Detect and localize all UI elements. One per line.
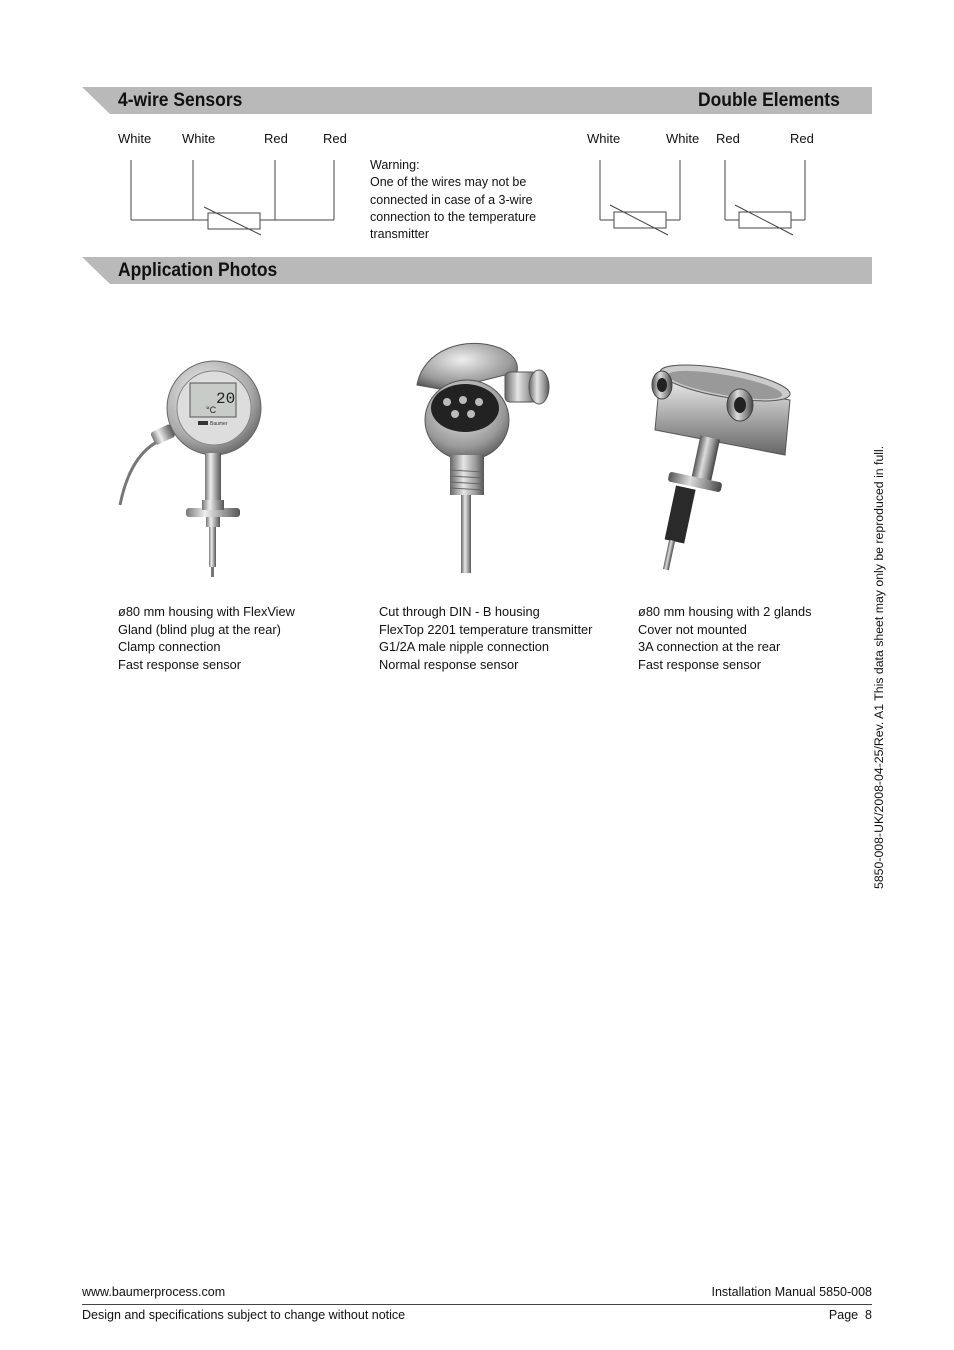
double-elements-heading: Double Elements bbox=[698, 90, 840, 111]
brand-label: Baumer bbox=[210, 421, 228, 427]
band-notch bbox=[82, 87, 112, 114]
caption-line: Gland (blind plug at the rear) bbox=[118, 621, 281, 637]
footer-page-number: Page 8 bbox=[828, 1308, 872, 1322]
warning-note bbox=[370, 157, 560, 243]
footer-divider bbox=[82, 1304, 872, 1305]
double-wire-label-white-2: White bbox=[666, 131, 700, 146]
double-wire-label-white-1: White bbox=[587, 131, 621, 146]
warning-line: One of the wires may not be bbox=[370, 175, 527, 190]
caption-photo-1 bbox=[118, 603, 295, 673]
footer-notice: Design and specifications subject to change without notice bbox=[82, 1308, 406, 1322]
wire-label-white-2: White bbox=[182, 131, 216, 146]
caption-line: ø80 mm housing with 2 glands bbox=[638, 604, 812, 619]
warning-line: connection to the temperature bbox=[370, 209, 537, 224]
band-notch bbox=[82, 257, 112, 284]
caption-line: 3A connection at the rear bbox=[638, 639, 781, 655]
wire-label-red-1: Red bbox=[264, 131, 288, 146]
caption-line: Normal response sensor bbox=[379, 656, 519, 672]
footer-manual-title: Installation Manual 5850-008 bbox=[711, 1285, 872, 1299]
caption-line: G1/2A male nipple connection bbox=[379, 639, 550, 655]
photo-din-b-housing bbox=[405, 330, 565, 580]
wire-label-white-1: White bbox=[118, 131, 152, 146]
four-wire-diagram bbox=[120, 155, 350, 240]
section-band-photos bbox=[82, 257, 872, 284]
double-wire-label-red-2: Red bbox=[790, 131, 814, 146]
application-photos-heading: Application Photos bbox=[118, 260, 278, 281]
caption-line: Cut through DIN - B housing bbox=[379, 604, 540, 619]
photo-flexview-sensor bbox=[112, 350, 282, 585]
warning-title: Warning: bbox=[370, 158, 420, 172]
caption-photo-3 bbox=[638, 603, 812, 673]
caption-line: Cover not mounted bbox=[638, 621, 747, 637]
caption-line: Fast response sensor bbox=[118, 656, 242, 672]
display-reading: 20 bbox=[216, 390, 236, 408]
double-elements-diagram bbox=[590, 155, 820, 240]
four-wire-sensors-heading: 4-wire Sensors bbox=[118, 90, 243, 111]
wire-label-red-2: Red bbox=[323, 131, 347, 146]
warning-line: connected in case of a 3-wire bbox=[370, 192, 533, 207]
caption-line: FlexTop 2201 temperature transmitter bbox=[379, 621, 593, 637]
double-wire-label-red-1: Red bbox=[716, 131, 740, 146]
display-unit: °C bbox=[206, 405, 217, 415]
caption-line: Clamp connection bbox=[118, 639, 221, 655]
caption-photo-2 bbox=[379, 603, 592, 673]
section-band-wiring bbox=[82, 87, 872, 114]
photo-two-gland-housing bbox=[640, 355, 805, 580]
caption-line: ø80 mm housing with FlexView bbox=[118, 604, 295, 619]
warning-line: transmitter bbox=[370, 227, 430, 242]
document-revision-note: 5850-008-UK/2008-04-25/Rev. A1 This data sheet may only be reproduced in full. bbox=[872, 445, 886, 889]
footer-website: www.baumerprocess.com bbox=[82, 1285, 226, 1299]
caption-line: Fast response sensor bbox=[638, 656, 762, 672]
